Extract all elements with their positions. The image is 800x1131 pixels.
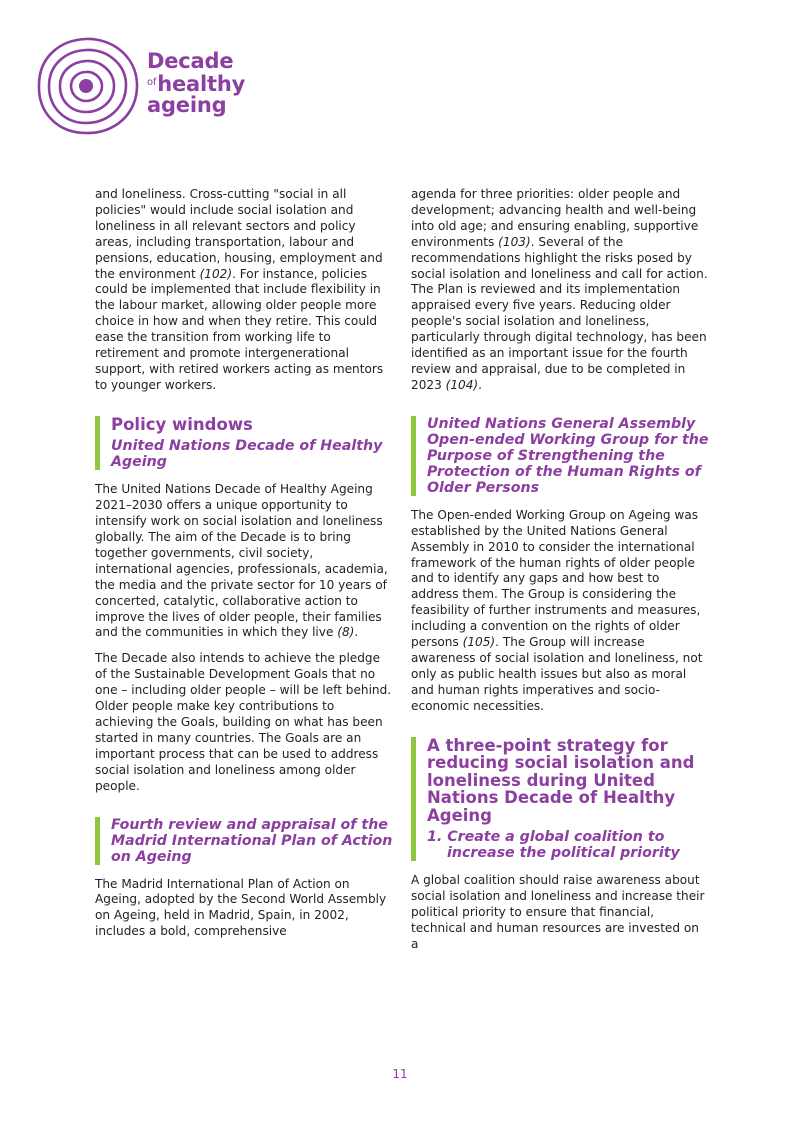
logo-healthy: healthy (157, 72, 246, 96)
strategy-paragraph: A global coalition should raise awareness about social isolation and loneliness and increase their political priority to ensure that financial, technical and human resources are invested on a (411, 873, 705, 951)
logo-line-healthy (147, 72, 245, 95)
citation: (103) (498, 234, 531, 249)
owg-heading-block (411, 416, 709, 496)
logo-of: of (147, 77, 157, 88)
madrid-continued-paragraph: agenda for three priorities: older people and development; advancing health and well-being into old age; and ensuring enabling, supportive environments (103). Several of the recommendations highlight the risks posed by social isolation and loneliness and call for action. The Plan is reviewed and its implementation appraised every five years. Reducing older people's social isolation and loneliness, particularly through digital technology, has been identified as an important issue for the fourth review and appraisal, due to be completed in 2023 (104). (411, 187, 708, 392)
subsection-heading: Fourth review and appraisal of the Madrid International Plan of Action on Ageing (111, 816, 393, 865)
decade-paragraph-2: The Decade also intends to achieve the pledge of the Sustainable Development Goals that no one – including older people – will be left behind. Older people make key contributions to achieving the Goals, building on what has been started in many countries. The Goals are an important process that can be used to address social isolation and loneliness among older people. (95, 651, 392, 793)
logo-line-ageing: ageing (147, 93, 227, 117)
subsection-heading: United Nations Decade of Healthy Ageing (111, 438, 383, 471)
policy-windows-heading-block (95, 416, 393, 471)
decade-logo (36, 36, 276, 136)
decade-paragraph-1: The United Nations Decade of Healthy Ageing 2021–2030 offers a unique opportunity to intensify work on social isolation and loneliness globally. The aim of the Decade is to bring together governments, civil society, international agencies, professionals, academia, the media and the private sector for 10 years of concerted, catalytic, collaborative action to improve the lives of older people, their families and the communities in which they live (8). (95, 482, 388, 640)
right-column (411, 187, 709, 963)
citation: (104) (445, 377, 479, 392)
section-heading: A three-point strategy for reducing social isolation and loneliness during United Nations Decade of Healthy Ageing (427, 735, 695, 825)
subsection-heading: United Nations General Assembly Open-ended Working Group for the Purpose of Strengthening the Protection of the Human Rights of Older Persons (427, 415, 709, 496)
owg-paragraph: The Open-ended Working Group on Ageing was established by the United Nations General Assembly in 2010 to consider the international framework of the human rights of older people and to identify any gaps and how best to address them. The Group is considering the feasibility of further instruments and measures, including a convention on the rights of older persons (105). The Group will increase awareness of social isolation and loneliness, not only as public health issues but also as moral and human rights imperatives and socio-economic necessities. (411, 507, 703, 713)
citation: (102) (199, 266, 233, 281)
section-heading: Policy windows (111, 414, 253, 434)
citation: (8) (337, 625, 355, 640)
madrid-paragraph: The Madrid International Plan of Action on Ageing, adopted by the Second World Assembly on Ageing, held in Madrid, Spain, in 2002, includes a bold, comprehensive (95, 876, 387, 939)
numbered-subheading: 1. Create a global coalition to increase the political priority (427, 829, 680, 862)
intro-paragraph: and loneliness. Cross-cutting "social in all policies" would include social isolation and loneliness in all relevant sectors and policy areas, including transportation, labour and pensions, education, housing, employment and the environment (102). For instance, policies could be implemented that include flexibility in the labour market, allowing older people more choice in how and when they retire. This could ease the transition from working life to retirement and promote intergenerational support, with retired workers acting as mentors to younger workers. (95, 187, 384, 392)
madrid-heading-block (95, 817, 393, 865)
logo-line-decade: Decade (147, 49, 234, 73)
logo-wordmark (147, 51, 245, 116)
concentric-rings-icon (36, 36, 140, 136)
left-column (95, 187, 393, 950)
page-number: 11 (392, 1067, 408, 1081)
citation: (105) (462, 635, 496, 650)
strategy-heading-block (411, 737, 709, 862)
